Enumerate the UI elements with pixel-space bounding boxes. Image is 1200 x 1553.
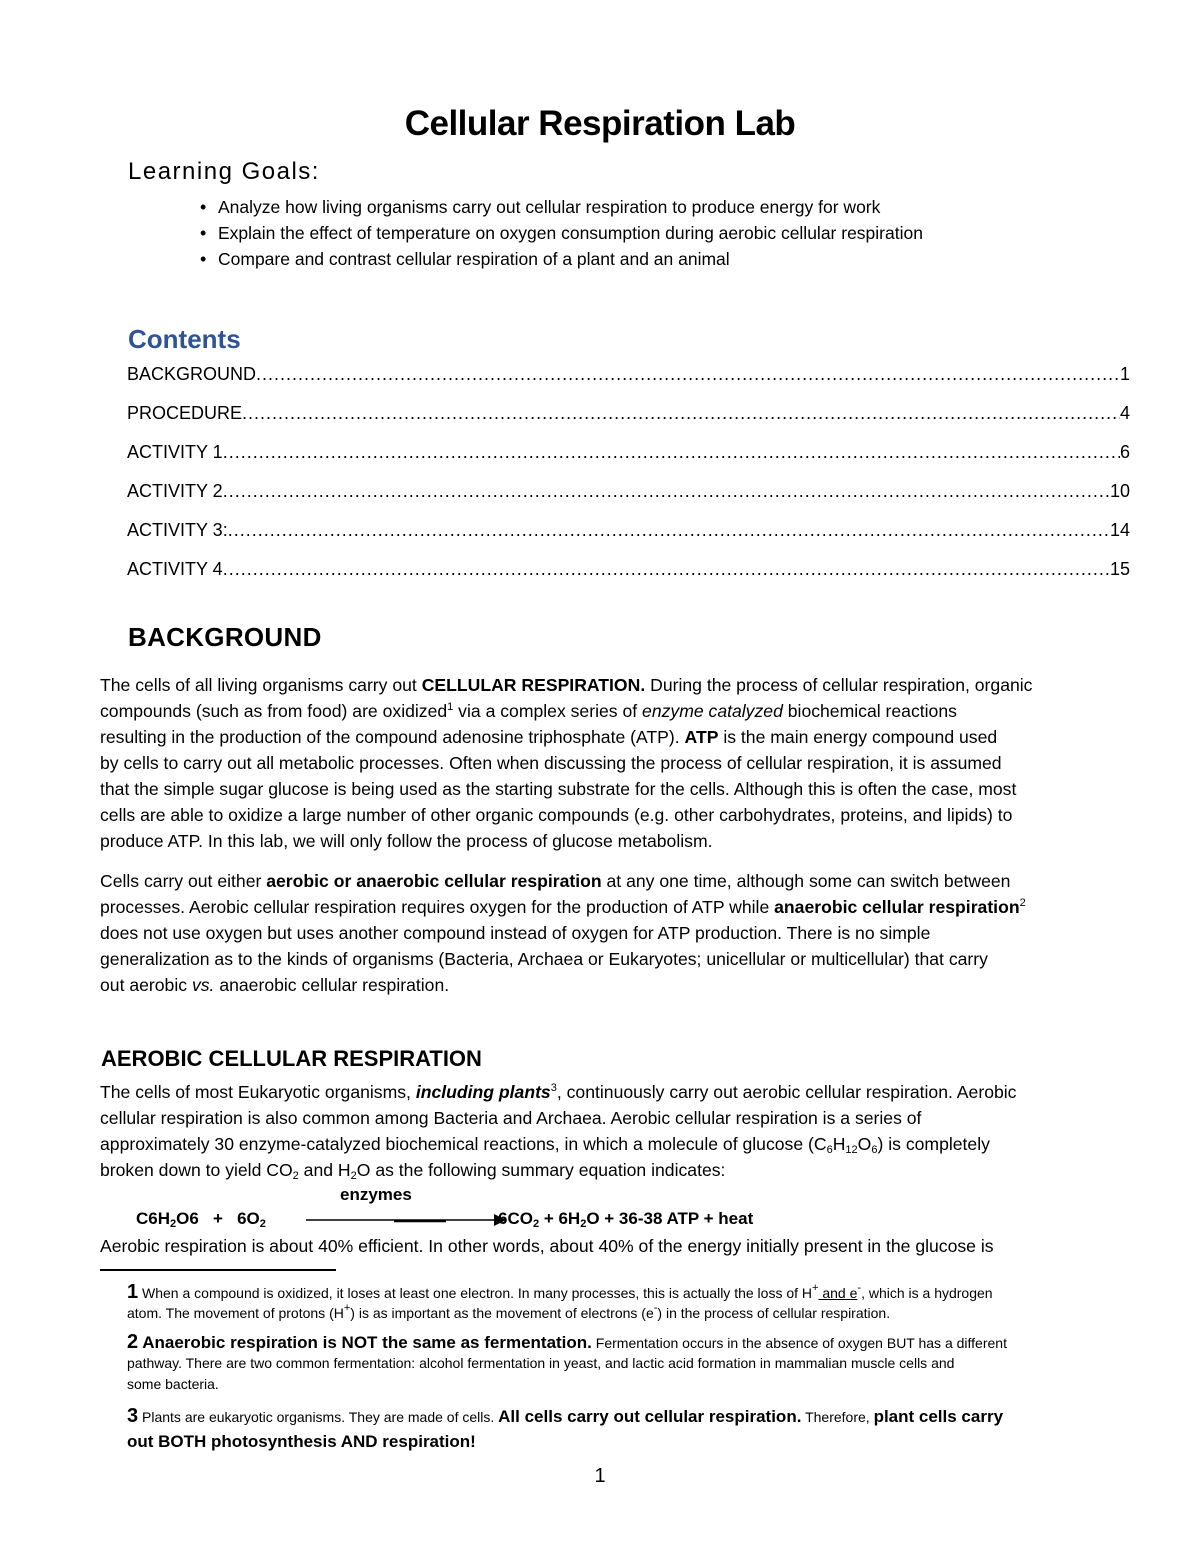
toc-entry-activity-2[interactable] — [127, 481, 1130, 520]
toc-label: ACTIVITY 3: — [127, 520, 228, 540]
toc-entry-procedure[interactable] — [127, 403, 1130, 442]
learning-goal-item: • Analyze how living organisms carry out cellular respiration to produce energy for work — [200, 194, 923, 220]
page-title: Cellular Respiration Lab — [404, 104, 796, 143]
toc-entry-activity-3[interactable] — [127, 520, 1130, 559]
toc-label: ACTIVITY 1 — [127, 442, 223, 462]
equation-reactants: $C6H_2O6 + 6O_2$ — [136, 1209, 266, 1230]
toc-label: ACTIVITY 2 — [127, 481, 223, 501]
toc-leader — [223, 481, 1110, 502]
footnote-separator — [100, 1269, 336, 1271]
reaction-arrow-icon — [306, 1210, 510, 1230]
aerobic-heading: AEROBIC CELLULAR RESPIRATION — [101, 1046, 482, 1071]
toc-page-number: 10 — [1109, 481, 1130, 501]
toc-entry-background[interactable] — [127, 364, 1130, 403]
footnote-1: 1 When a compound is oxidized, it loses at least one electron. In many processes, this is actually the loss of H+ and e-, which is a hydrogen atom. The movement of protons (H+) is as important as the movement of electrons (e-) in the process of cellular respiration. — [127, 1281, 993, 1321]
toc-label: BACKGROUND — [127, 364, 257, 384]
learning-goals-list — [200, 194, 923, 272]
toc-label: PROCEDURE — [127, 403, 243, 423]
toc-leader — [223, 559, 1110, 580]
footnote-3: 3 Plants are eukaryotic organisms. They are made of cells. All cells carry out cellular respiration. Therefore, plant cells carry out BOTH photosynthesis AND respiration! — [127, 1405, 1004, 1451]
footnote-2: 2 Anaerobic respiration is NOT the same as fermentation. Fermentation occurs in the absence of oxygen BUT has a different pathway. There are two common fermentation: alcohol fermentation in yeast, and lactic acid formation in mammalian muscle cells and some bacteria. — [127, 1331, 1007, 1392]
toc-label: ACTIVITY 4 — [127, 559, 223, 579]
aerobic-efficiency-line: Aerobic respiration is about 40% efficient. In other words, about 40% of the energy initially present in the glucose is — [100, 1236, 994, 1256]
learning-goals-heading: Learning Goals: — [128, 158, 320, 185]
footnote-ref-3[interactable]: 3 — [550, 1082, 557, 1094]
toc-page-number: 6 — [1119, 442, 1130, 462]
equation-enzymes-label: enzymes — [340, 1185, 412, 1204]
aerobic-paragraph: The cells of most Eukaryotic organisms, including plants$^3$, continuously carry out aerobic cellular respiration. Aerobic cellular respiration is also common among Bacteria and Archaea. Aerobic cellular respiration is a series of approximately 30 enzyme-catalyzed biochemical reactions, in which a molecule of glucose $(C_6H_{12}O_6)$ is completely broken down to yield $CO_2$ and $H_2O$ as the following summary equation indicates: — [100, 1082, 1017, 1182]
background-paragraph-2: Cells carry out either aerobic or anaerobic cellular respiration at any one time, although some can switch between processes. Aerobic cellular respiration requires oxygen for the production of ATP while anaerobic cellular respiration$^2$ does not use oxygen but uses another compound instead of oxygen for ATP production. There is no simple generalization as to the kinds of organisms (Bacteria, Archaea or Eukaryotes; unicellular or multicellular) that carry out aerobic vs. anaerobic cellular respiration. — [100, 871, 1026, 995]
footnote-ref-1[interactable]: 1 — [447, 701, 454, 713]
toc-entry-activity-4[interactable] — [127, 559, 1130, 598]
toc-leader — [223, 442, 1120, 463]
toc-page-number: 1 — [1119, 364, 1130, 384]
learning-goal-item: • Compare and contrast cellular respiration of a plant and an animal — [200, 246, 923, 272]
learning-goal-item: • Explain the effect of temperature on oxygen consumption during aerobic cellular respiration — [200, 220, 923, 246]
background-heading: BACKGROUND — [128, 622, 322, 652]
toc-page-number: 4 — [1119, 403, 1130, 423]
toc-entry-activity-1[interactable] — [127, 442, 1130, 481]
equation-products: $6CO_2 + 6H_2O + 36-38$ ATP + heat — [498, 1209, 754, 1230]
toc-leader — [228, 520, 1110, 541]
toc-leader — [256, 364, 1120, 385]
background-paragraph-1: The cells of all living organisms carry out CELLULAR RESPIRATION. During the process of cellular respiration, organic compounds (such as from food) are oxidized$^1$ via a complex series of enzyme catalyzed biochemical reactions resulting in the production of the compound adenosine triphosphate (ATP). ATP is the main energy compound used by cells to carry out all metabolic processes. Often when discussing the process of cellular respiration, it is assumed that the simple sugar glucose is being used as the starting substrate for the cells. Although this is often the case, most cells are able to oxidize a large number of other organic compounds (e.g. other carbohydrates, proteins, and lipids) to produce ATP. In this lab, we will only follow the process of glucose metabolism. — [100, 675, 1033, 851]
page-number: 1 — [594, 1465, 606, 1487]
toc-leader — [242, 403, 1120, 424]
contents-heading: Contents — [128, 324, 241, 354]
footnote-ref-2[interactable]: 2 — [1019, 897, 1026, 909]
toc-page-number: 15 — [1109, 559, 1130, 579]
table-of-contents — [127, 364, 1130, 598]
toc-page-number: 14 — [1109, 520, 1130, 540]
